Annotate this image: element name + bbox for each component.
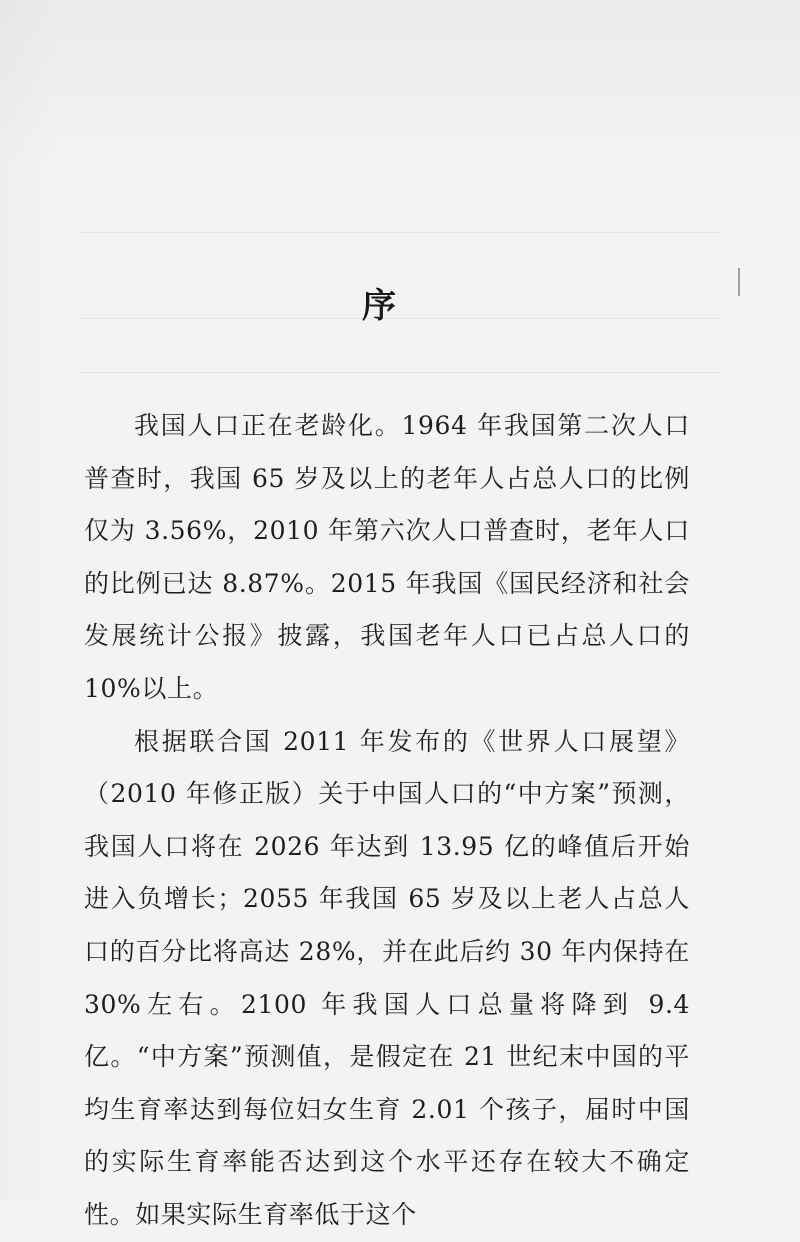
paragraph-2: 根据联合国 2011 年发布的《世界人口展望》（2010 年修正版）关于中国人口的“中方案”预测，我国人口将在 2026 年达到 13.95 亿的峰值后开始进入负增长；2055 年我国 65 岁及以上老人占总人口的百分比将高达 28%，并在此后约 30 年内保持在 30%左右。2100 年我国人口总量将降到 9.4 亿。“中方案”预测值，是假定在 21 世纪末中国的平均生育率达到每位妇女生育 2.01 个孩子，届时中国的实际生育率能否达到这个水平还存在较大不确定性。如果实际生育率低于这个 [84,726,690,1229]
page-title: 序 [362,286,398,326]
bleed-through-line [80,232,720,233]
paragraph-1: 我国人口正在老龄化。1964 年我国第二次人口普查时，我国 65 岁及以上的老年人占总人口的比例仅为 3.56%，2010 年第六次人口普查时，老年人口的比例已达 8.87%。2015 年我国《国民经济和社会发展统计公报》披露，我国老年人口已占总人口的 10%以上。 [84,411,690,703]
body-text [84,400,690,1242]
bleed-through-line [80,372,720,373]
